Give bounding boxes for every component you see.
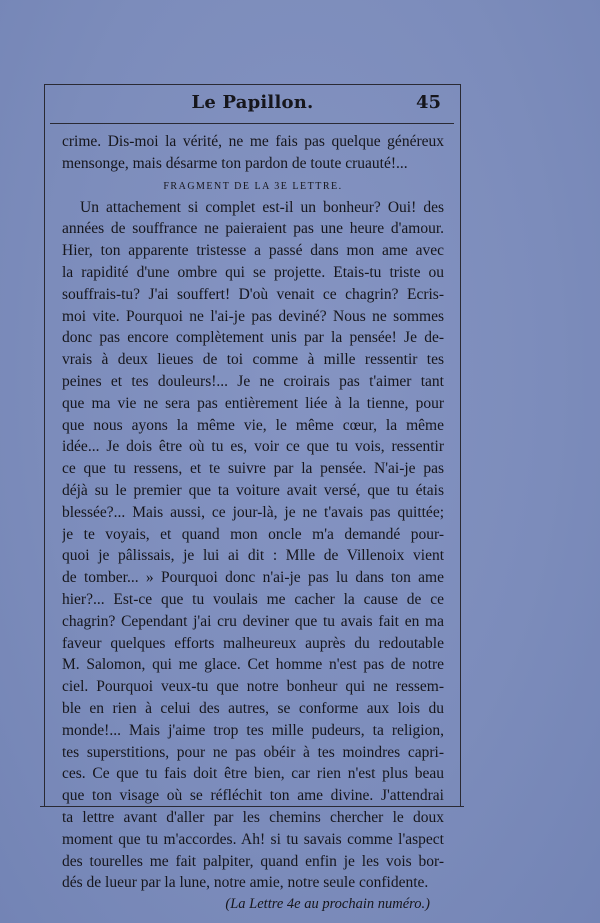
section-heading: FRAGMENT DE LA 3E LETTRE. xyxy=(163,180,343,192)
text-line: de tomber... » Pourquoi donc n'ai-je pas lu dans ton ame xyxy=(62,569,444,587)
journal-title: Le Papillon. xyxy=(191,92,314,113)
text-line: que nous ayons la même vie, le même cœur, la même xyxy=(62,416,444,434)
text-line: idée... Je dois être où tu es, voir ce que tu vois, ressentir xyxy=(62,438,444,456)
text-line: monde!... Mais j'aime trop tes mille pudeurs, ta religion, xyxy=(62,721,444,739)
text-line: donc pas encore complètement unis par la pensée! Je de- xyxy=(62,329,444,347)
text-line: peines et tes douleurs!... Je ne croirais pas t'aimer tant xyxy=(62,372,444,390)
running-header xyxy=(60,92,445,120)
text-line: ce que tu ressens, et te suivre par la pensée. N'ai-je pas xyxy=(62,460,444,478)
frame-top-rule xyxy=(44,84,461,85)
text-line: blessée?... Mais aussi, ce jour-là, je ne t'avais pas quittée; xyxy=(62,503,444,521)
text-line: ta lettre avant d'aller par les chemins chercher le doux xyxy=(62,808,444,826)
text-line: la rapidité d'une ombre qui se projette. Etais-tu triste ou xyxy=(62,263,444,281)
text-line: des tourelles me fait palpiter, quand enfin je les vois bor- xyxy=(62,852,444,870)
text-line: faveur quelques efforts malheureux auprès du redoutable xyxy=(62,634,444,652)
text-line: ces. Ce que tu fais doit être bien, car rien n'est plus beau xyxy=(62,765,444,783)
text-line: ciel. Pourquoi veux-tu que notre bonheur qui ne ressem- xyxy=(62,678,444,696)
text-line: crime. Dis-moi la vérité, ne me fais pas quelque généreux xyxy=(62,133,444,150)
text-line: souffrais-tu? J'ai souffert! D'où venait ce chagrin? Ecris- xyxy=(62,285,444,303)
text-line: que ma vie ne sera pas entièrement liée à la tienne, pour xyxy=(62,394,444,412)
text-line: Hier, ton apparente tristesse a passé dans mon ame avec xyxy=(62,242,444,260)
text-line: quoi je pâlissais, je lui ai dit : Mlle de Villenoix vient xyxy=(62,547,444,565)
text-line: Un attachement si complet est-il un bonheur? Oui! des xyxy=(80,198,444,216)
text-line: mensonge, mais désarme ton pardon de toute cruauté!... xyxy=(62,154,408,172)
text-line: années de souffrance ne paieraient pas une heure d'amour. xyxy=(62,220,444,238)
text-line: moment que tu m'accordes. Ah! si tu savais comme l'aspect xyxy=(62,830,444,848)
text-line: M. Salomon, qui me glace. Cet homme n'est pas de notre xyxy=(62,656,444,674)
text-line: tes superstitions, pour ne pas obéir à tes moindres capri- xyxy=(62,743,444,761)
header-rule xyxy=(50,123,454,124)
text-line: dés de lueur par la lune, notre amie, notre seule confidente. xyxy=(62,874,429,892)
text-line: moi vite. Pourquoi ne l'ai-je pas deviné? Nous ne sommes xyxy=(62,307,444,325)
text-line: chagrin? Cependant j'ai cru deviner que tu avais fait en ma xyxy=(62,612,444,630)
text-line: déjà su le premier que ta voiture avait versé, que tu étais xyxy=(62,481,444,499)
text-line: que ton visage où se réfléchit ton ame divine. J'attendrai xyxy=(62,787,444,805)
text-line: je te voyais, et quand mon oncle m'a demandé pour- xyxy=(62,525,444,543)
continuation-note: (La Lettre 4e au prochain numéro.) xyxy=(225,896,430,913)
text-line: ble en rien à celui des autres, se conforme aux lois du xyxy=(62,699,444,717)
text-line: vrais à deux lieues de toi comme à mille ressentir tes xyxy=(62,351,444,369)
text-line: hier?... Est-ce que tu voulais me cacher la cause de ce xyxy=(62,590,444,608)
article-body xyxy=(62,131,444,915)
page-number: 45 xyxy=(415,92,441,113)
